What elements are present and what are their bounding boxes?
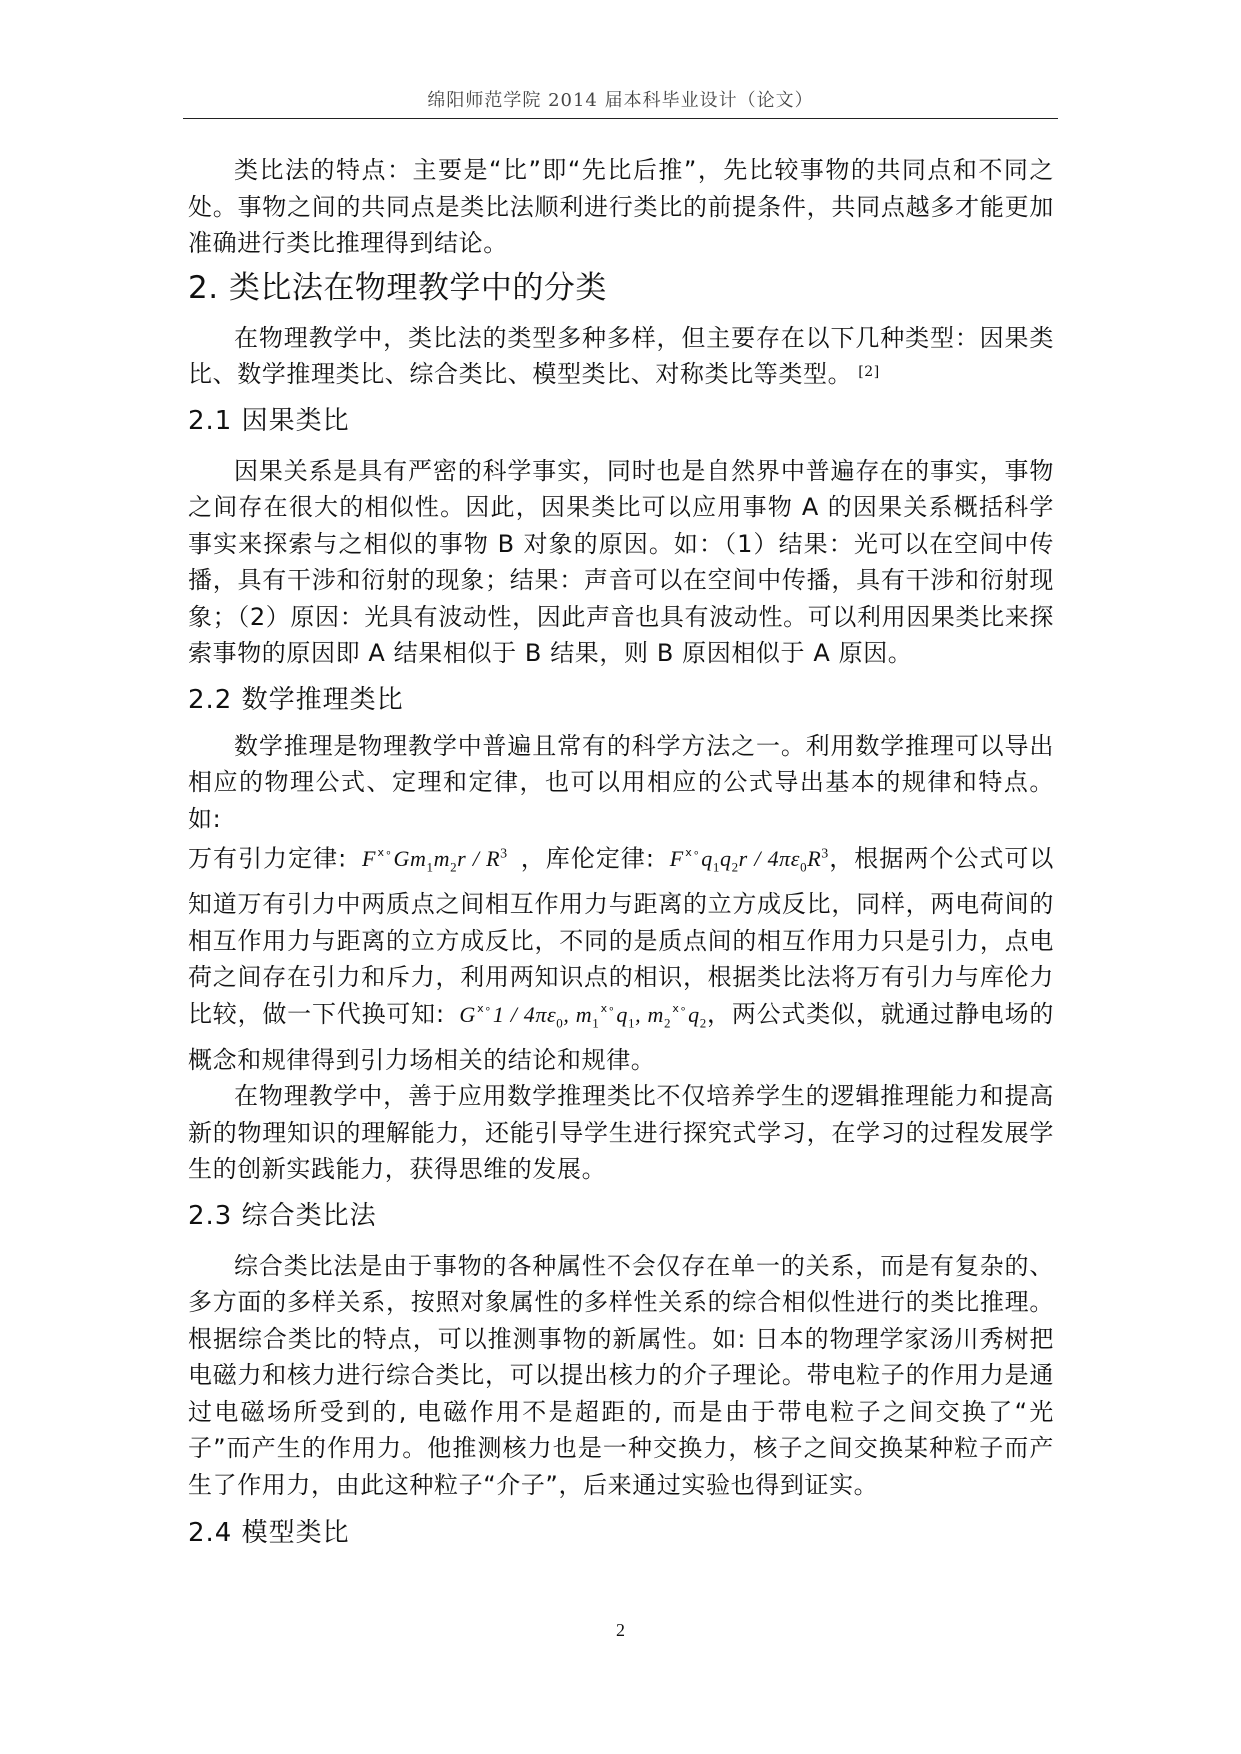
paragraph-2-2-a: 数学推理是物理教学中普遍且常有的科学方法之一。利用数学推理可以导出相应的物理公式、定理和定律，也可以用相应的公式导出基本的规律和特点。如: — [188, 731, 1054, 833]
subsection-heading-2-2: 2.2 数学推理类比 — [188, 684, 404, 715]
paragraph-sec2-text: 在物理教学中，类比法的类型多种多样，但主要存在以下几种类型：因果类比、数学推理类比、综合类比、模型类比、对称类比等类型。 — [188, 323, 1054, 388]
paragraph-2-1: 因果关系是具有严密的科学事实，同时也是自然界中普遍存在的事实，事物之间存在很大的相似性。因此，因果类比可以应用事物 A 的因果关系概括科学事实来探索与之相似的事物 B 对象的原因。如：（1）结果：光可以在空间中传播，具有干涉和衍射的现象；结果：声音可以在空间中传播，具有干涉和衍射现象；（2）原因：光具有波动性，因此声音也具有波动性。可以利用因果类比来探索事物的原因即 A 结果相似于 B 结果，则 B 原因相似于 A 原因。 — [188, 456, 1054, 667]
formula-substitution: $G^{ⅹ\circ}1 / 4\pi\varepsilon_0$, $m_1^{ⅹ\circ}q_1$, $m_2^{ⅹ\circ}q_2$ — [459, 1001, 707, 1031]
paragraph-intro: 类比法的特点：主要是“比”即“先比后推”，先比较事物的共同点和不同之处。事物之间的共同点是类比法顺利进行类比的前提条件，共同点越多才能更加准确进行类比推理得到结论。 — [188, 156, 1054, 257]
subsection-heading-2-3: 2.3 综合类比法 — [188, 1200, 377, 1231]
paragraph-2-2-b-text-1: 万有引力定律: — [188, 844, 347, 873]
header-rule — [183, 118, 1058, 119]
citation-ref: [2] — [858, 364, 880, 380]
paragraph-2-2-c: 在物理教学中，善于应用数学推理类比不仅培养学生的逻辑推理能力和提高新的物理知识的理解能力，还能引导学生进行探究式学习，在学习的过程发展学生的创新实践能力，获得思维的发展。 — [188, 1082, 1054, 1184]
subsection-heading-2-4: 2.4 模型类比 — [188, 1518, 350, 1549]
page-number: 2 — [616, 1620, 625, 1640]
subsection-heading-2-1: 2.1 因果类比 — [188, 405, 350, 436]
section-heading-2: 2. 类比法在物理教学中的分类 — [188, 269, 607, 306]
formula-coulomb: $F^{ⅹ\circ}q_1q_2r / 4\pi\varepsilon_0R^3$ — [669, 846, 829, 875]
page-header: 绵阳师范学院 2014 届本科毕业设计（论文） — [427, 90, 814, 111]
formula-gravitation: $F^{ⅹ\circ}Gm_1m_2r / R^3$ — [361, 846, 508, 875]
paragraph-sec2 — [188, 320, 1054, 393]
paragraph-2-3: 综合类比法是由于事物的各种属性不会仅存在单一的关系，而是有复杂的、多方面的多样关系，按照对象属性的多样性关系的综合相似性进行的类比推理。根据综合类比的特点，可以推测事物的新属性。如: 日本的物理学家汤川秀树把电磁力和核力进行综合类比，可以提出核力的介子理论。带电粒子的作用力是通过电磁场所受到的, 电磁作用不是超距的, 而是由于带电粒子之间交换了“光子”而产生的作用力。他推测核力也是一种交换力，核子之间交换某种粒子而产生了作用力，由此这种粒子“介子”，后来通过实验也得到证实。 — [188, 1251, 1054, 1499]
paragraph-2-2-b — [188, 837, 1054, 1078]
paragraph-2-2-b-text-3: ，根据两个公式可以知道万有引力中两质点之间相互作用力与距离的立方成反比，同样，两电荷间的相互作用力与距离的立方成反比，不同的是质点间的相互作用力只是引力，点电荷之间存在引力和斥力，利用两知识点的相识，根据类比法将万有引力与库伦力比较，做一下代换可知: — [188, 844, 1054, 1028]
paragraph-2-2-b-text-2: ，库伦定律: — [520, 844, 655, 873]
paragraph-2-2-b-text-4: ，两公式类似，就通过静电场的概念和规律得到引力场相关的结论和规律。 — [188, 999, 1054, 1074]
page-body — [188, 152, 1054, 1551]
